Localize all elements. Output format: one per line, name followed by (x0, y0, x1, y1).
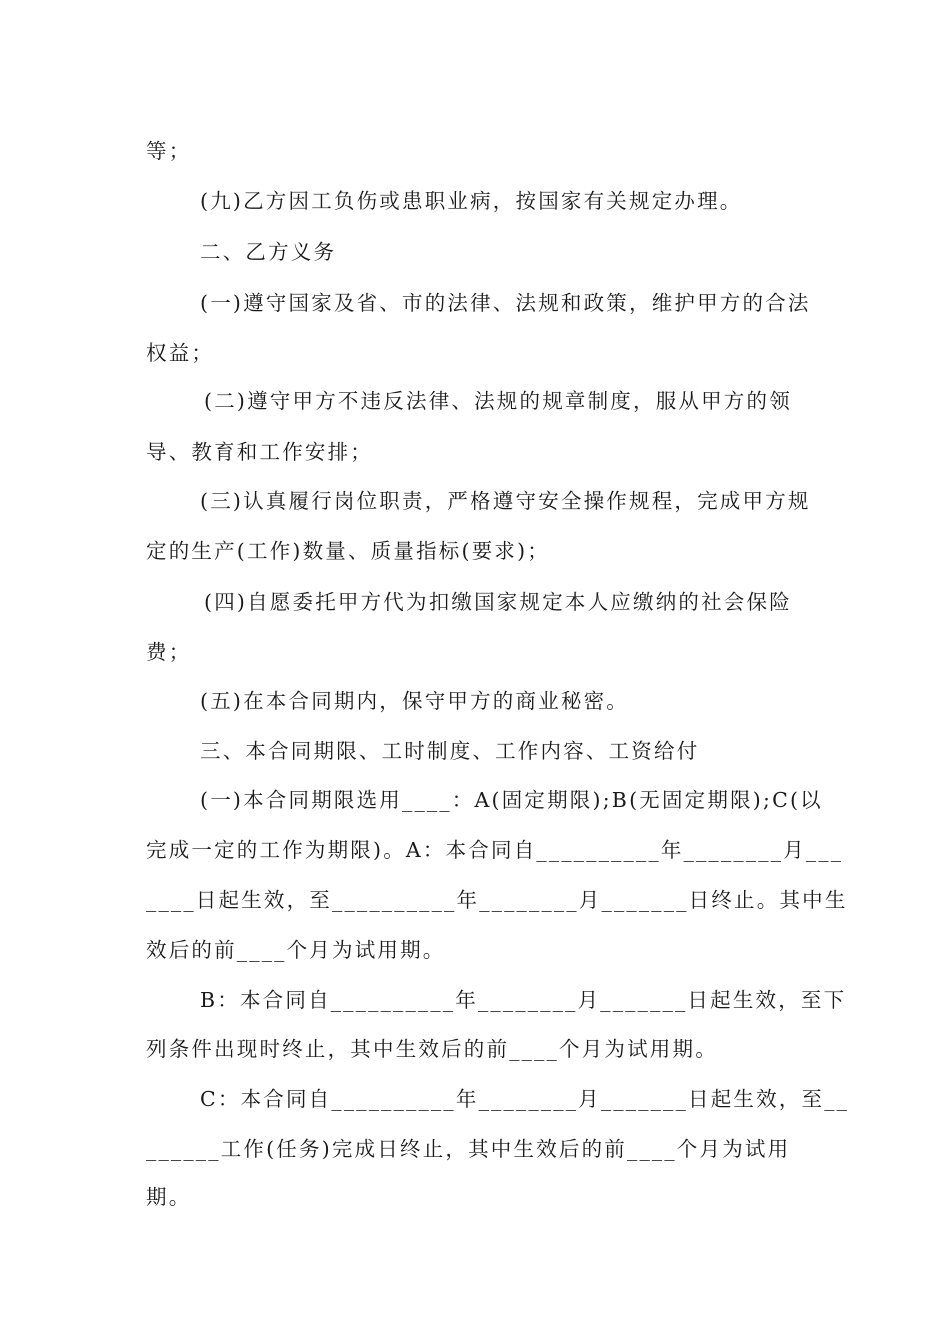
text-line-10: (四)自愿委托甲方代为扣缴国家规定本人应缴纳的社会保险 (204, 590, 792, 614)
text-line-1: 等； (146, 139, 192, 163)
text-line-9: 定的生产(工作)数量、质量指标(要求)； (146, 539, 550, 563)
text-line-21: ______工作(任务)完成日终止，其中生效后的前____个月为试用 (146, 1137, 791, 1161)
text-line-4: (一)遵守国家及省、市的法律、法规和政策，维护甲方的合法 (200, 291, 811, 315)
text-line-11: 费； (146, 640, 192, 664)
text-line-17: 效后的前____个月为试用期。 (146, 938, 446, 962)
text-line-5: 权益； (146, 341, 215, 365)
text-line-12: (五)在本合同期内，保守甲方的商业秘密。 (200, 689, 629, 713)
section-heading-2: 二、乙方义务 (200, 240, 337, 264)
text-line-2: (九)乙方因工负伤或患职业病，按国家有关规定办理。 (200, 189, 743, 213)
section-heading-3: 三、本合同期限、工时制度、工作内容、工资给付 (200, 739, 700, 763)
text-line-20: C：本合同自__________年________月_______日起生效，至__ (200, 1087, 850, 1111)
text-line-19: 列条件出现时终止，其中生效后的前____个月为试用期。 (146, 1037, 718, 1061)
text-line-14: (一)本合同期限选用____：A(固定期限);B(无固定期限);C(以 (200, 788, 823, 812)
text-line-18: B：本合同自__________年________月_______日起生效，至下 (200, 988, 847, 1012)
text-line-6: (二)遵守甲方不违反法律、法规的规章制度，服从甲方的领 (204, 389, 792, 413)
text-line-16: ____日起生效，至__________年________月_______日终止。其中生 (146, 888, 848, 912)
text-line-7: 导、教育和工作安排； (146, 440, 373, 464)
text-line-8: (三)认真履行岗位职责，严格遵守安全操作规程，完成甲方规 (200, 489, 811, 513)
text-line-22: 期。 (146, 1185, 192, 1209)
text-line-15: 完成一定的工作为期限)。A：本合同自__________年________月___ (146, 838, 844, 862)
